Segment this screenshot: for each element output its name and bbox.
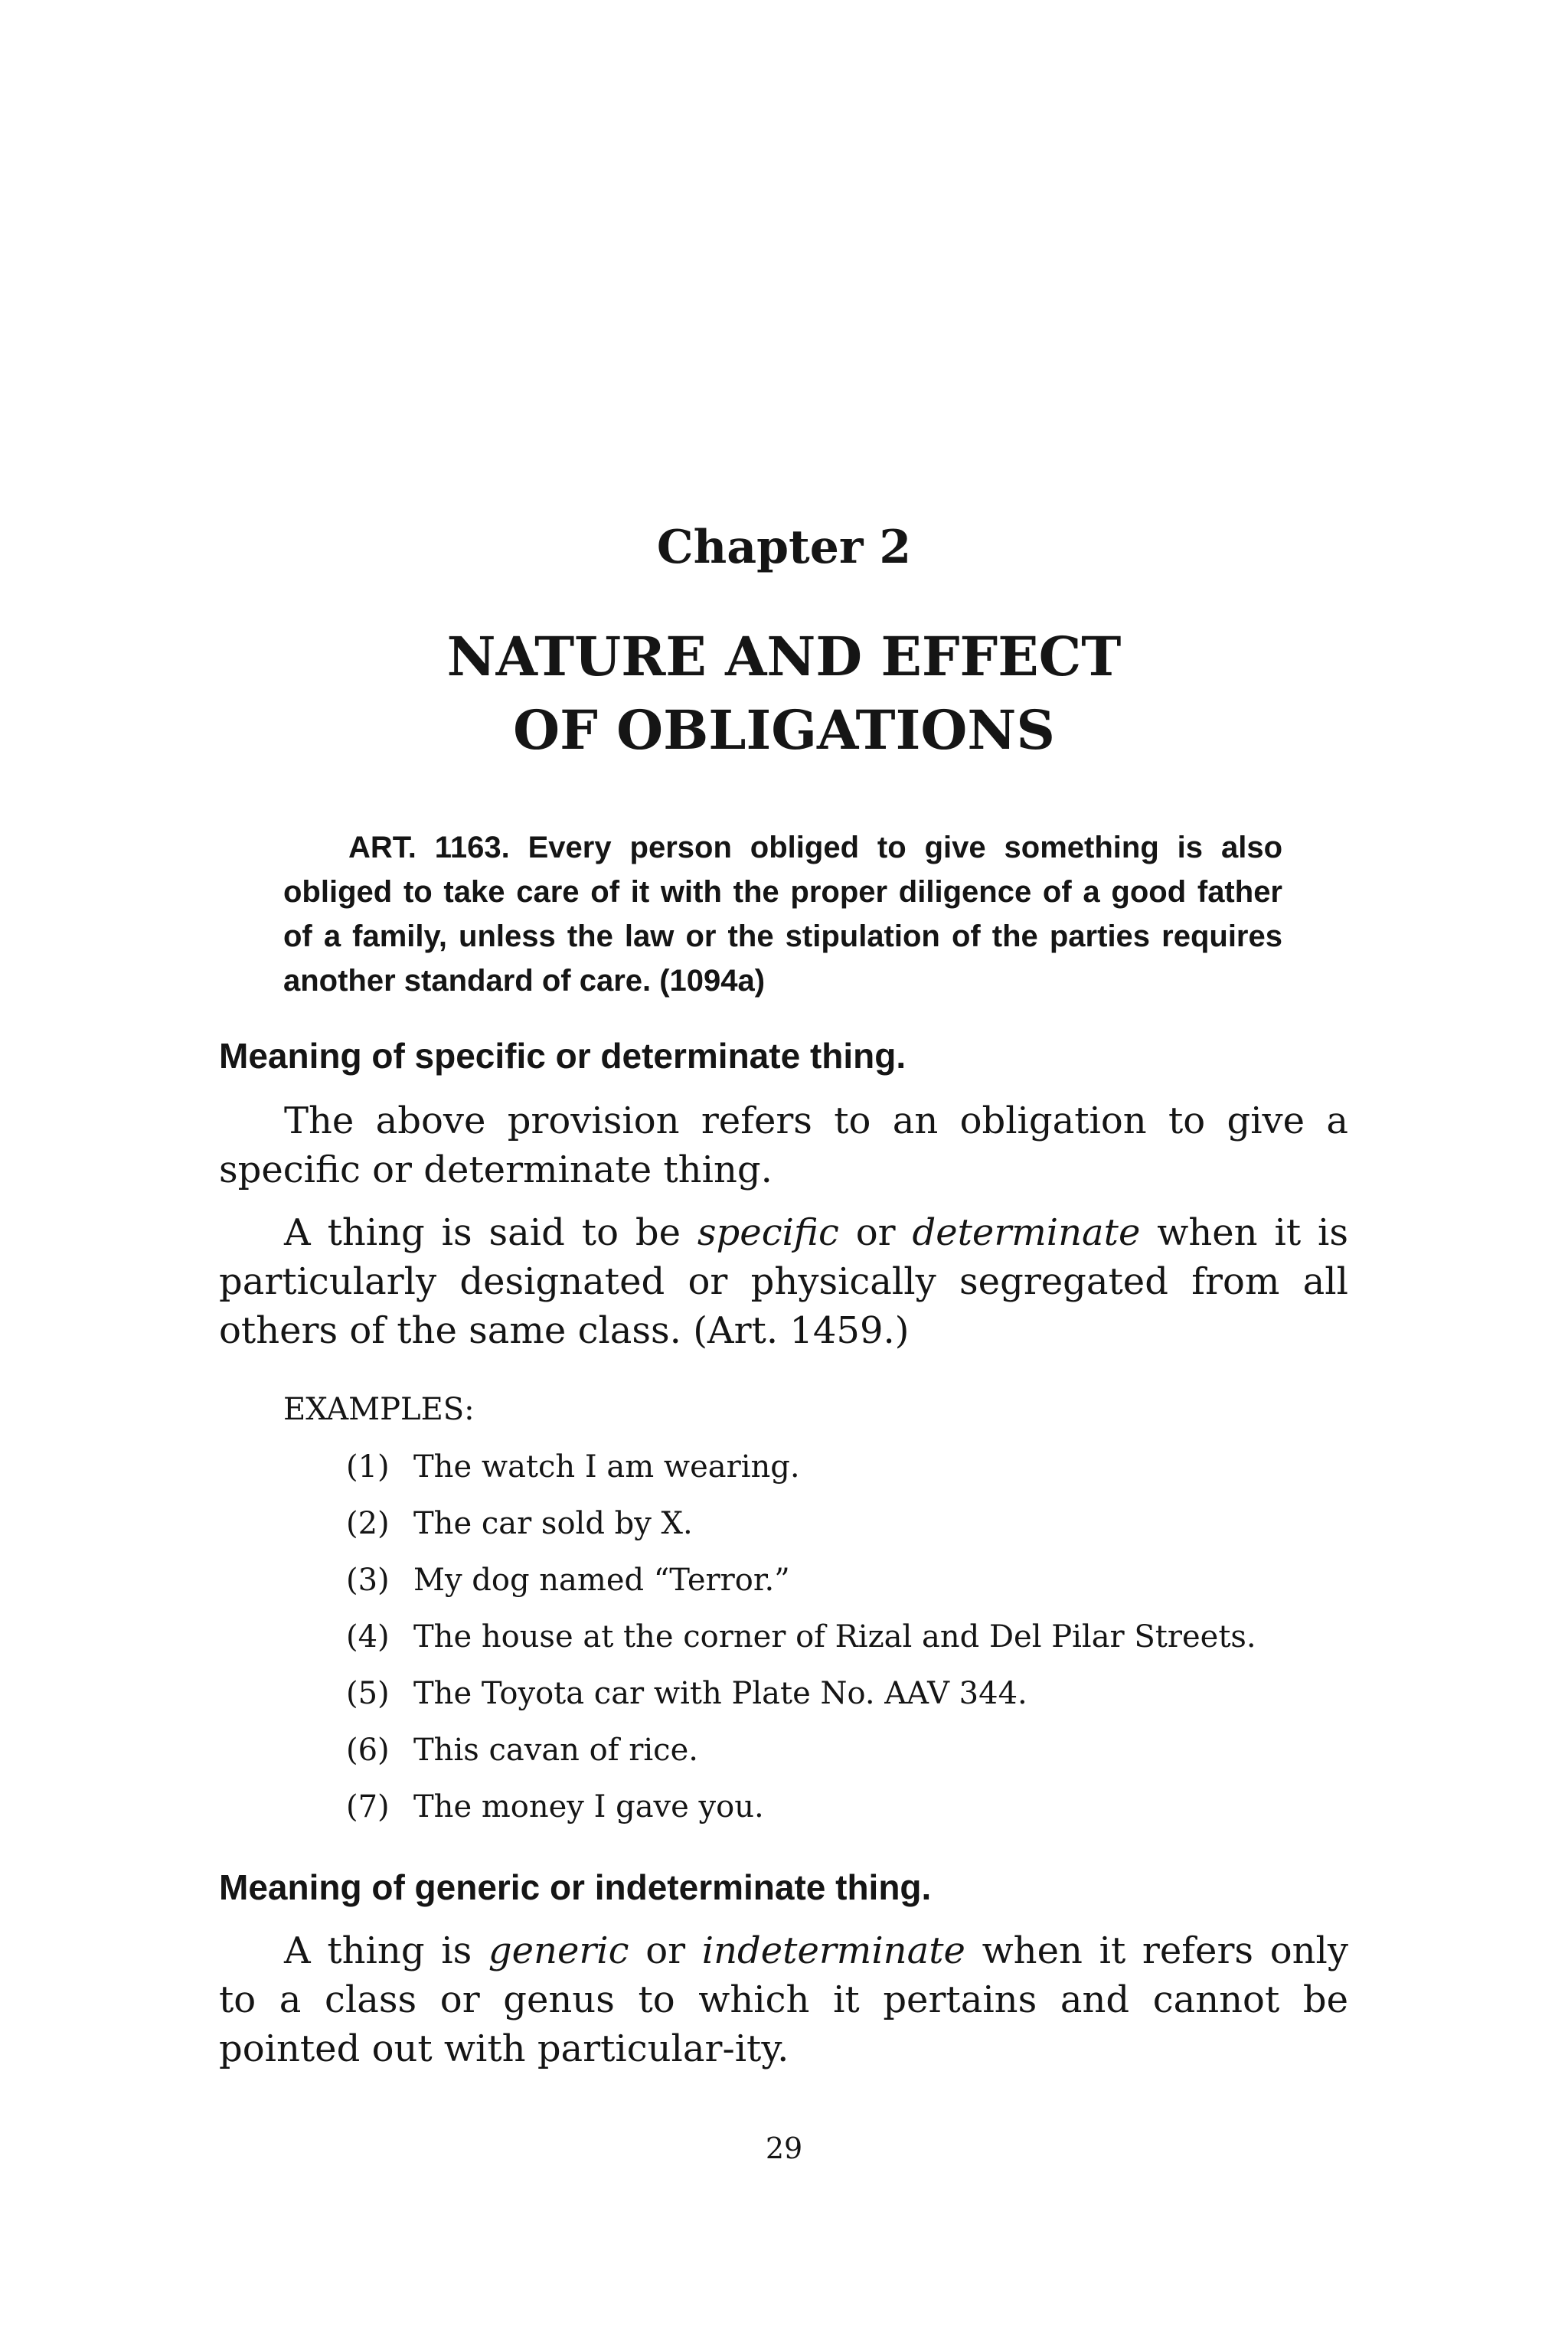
- example-number: (1): [346, 1449, 390, 1485]
- example-item: [346, 1504, 693, 1544]
- example-text: The money I gave you.: [413, 1789, 764, 1824]
- example-number: (7): [346, 1789, 390, 1824]
- examples-label: EXAMPLES:: [283, 1392, 475, 1427]
- article-text: ART. 1163. Every person obliged to give something is also obliged to take care of it with the proper diligence of a good father of a family, unless the law or the stipulation of the parties requires another standard of care. (1094a): [283, 831, 1282, 998]
- example-text: This cavan of rice.: [413, 1733, 698, 1768]
- example-item: [346, 1730, 698, 1770]
- term-generic: generic: [488, 1929, 629, 1972]
- chapter-title-line-1: NATURE AND EFFECT: [446, 625, 1122, 688]
- example-item: [346, 1560, 790, 1600]
- example-text: My dog named “Terror.”: [413, 1563, 790, 1598]
- chapter-title-line-2: OF OBLIGATIONS: [513, 698, 1055, 762]
- example-item: [346, 1447, 800, 1487]
- example-text: The watch I am wearing.: [413, 1449, 800, 1485]
- text-run: A thing is said to be: [284, 1211, 697, 1254]
- text-run: or: [838, 1211, 913, 1254]
- example-item: [346, 1787, 764, 1827]
- example-text: The Toyota car with Plate No. AAV 344.: [413, 1676, 1027, 1711]
- paragraph-specific-definition: [219, 1208, 1348, 1355]
- chapter-label: Chapter 2: [656, 521, 912, 574]
- paragraph-generic-definition: [219, 1926, 1348, 2073]
- example-text: The house at the corner of Rizal and Del Pilar Streets.: [413, 1619, 1256, 1655]
- example-text: The car sold by X.: [413, 1506, 693, 1541]
- example-number: (5): [346, 1676, 390, 1711]
- page-number: 29: [765, 2132, 803, 2165]
- text-run: or: [629, 1929, 702, 1972]
- example-number: (2): [346, 1506, 390, 1541]
- text-run: when it refers only to a class or genus to which it pertains and cannot be pointed out with particular-ity.: [219, 1929, 1348, 2070]
- term-specific: specific: [697, 1211, 839, 1254]
- term-determinate: determinate: [912, 1211, 1141, 1254]
- example-number: (4): [346, 1619, 390, 1655]
- section-heading-generic: Meaning of generic or indeterminate thing.: [219, 1867, 932, 1907]
- example-number: (6): [346, 1733, 390, 1768]
- example-item: [346, 1674, 1027, 1713]
- text-run: A thing is: [284, 1929, 488, 1972]
- example-number: (3): [346, 1563, 390, 1598]
- section-heading-specific: Meaning of specific or determinate thing.: [219, 1036, 906, 1076]
- example-item: [346, 1617, 1256, 1657]
- paragraph-specific-intro: The above provision refers to an obligation to give a specific or determinate thing.: [219, 1099, 1348, 1191]
- text-run: when it is particularly designated or physically segregated from all others of the same class. (Art. 1459.): [219, 1211, 1349, 1352]
- chapter-title: [0, 620, 1568, 767]
- term-indeterminate: indeterminate: [701, 1929, 965, 1972]
